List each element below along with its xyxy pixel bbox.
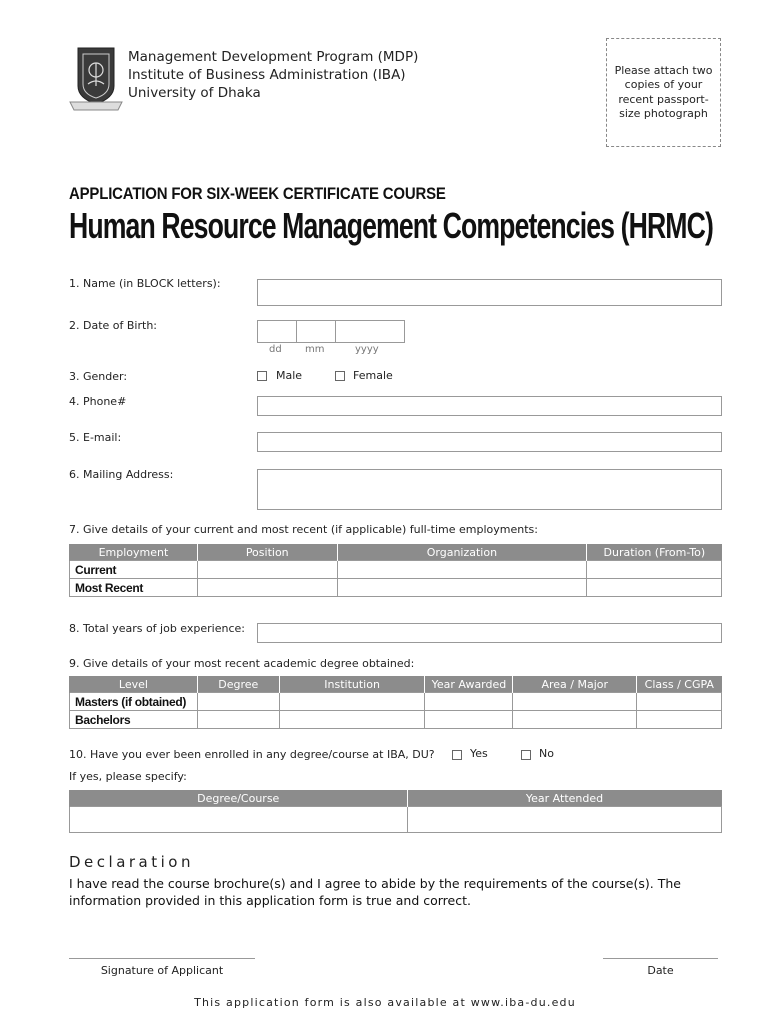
employment-current-organization[interactable]	[337, 561, 587, 579]
org-line-university: University of Dhaka	[128, 85, 261, 101]
academic-label: 9. Give details of your most recent academic degree obtained:	[69, 657, 415, 670]
employment-header-organization: Organization	[337, 544, 587, 561]
employment-row-current: Current	[70, 561, 198, 579]
org-line-program: Management Development Program (MDP)	[128, 49, 419, 65]
email-label: 5. E-mail:	[69, 431, 122, 444]
form-subtitle: APPLICATION FOR SIX-WEEK CERTIFICATE COURSE	[69, 184, 446, 203]
photo-note: Please attach two copies of your recent passport-size photograph	[614, 63, 713, 120]
gender-female-label: Female	[353, 369, 393, 382]
date-line[interactable]	[603, 958, 718, 959]
academic-header-year: Year Awarded	[425, 676, 513, 693]
masters-year-cell[interactable]	[425, 693, 513, 711]
academic-header-degree: Degree	[197, 676, 279, 693]
employment-header-employment: Employment	[70, 544, 198, 561]
name-input[interactable]	[257, 279, 722, 306]
gender-male-label: Male	[276, 369, 303, 382]
iba-no-checkbox[interactable]	[521, 750, 531, 760]
iba-no-label: No	[539, 747, 554, 760]
phone-input[interactable]	[257, 396, 722, 416]
dob-label: 2. Date of Birth:	[69, 319, 157, 332]
iba-course-table	[69, 790, 722, 833]
address-input[interactable]	[257, 469, 722, 510]
table-row	[70, 807, 722, 833]
bachelors-major-cell[interactable]	[513, 711, 637, 729]
org-line-institute: Institute of Business Administration (IBA)	[128, 67, 406, 83]
bachelors-cgpa-cell[interactable]	[637, 711, 722, 729]
phone-label: 4. Phone#	[69, 395, 127, 408]
gender-female-checkbox[interactable]	[335, 371, 345, 381]
experience-input[interactable]	[257, 623, 722, 643]
academic-header-institution: Institution	[279, 676, 425, 693]
academic-row-bachelors: Bachelors	[70, 711, 198, 729]
table-row	[70, 711, 722, 729]
academic-header-cgpa: Class / CGPA	[637, 676, 722, 693]
university-seal-logo	[68, 46, 124, 114]
signature-label: Signature of Applicant	[100, 964, 224, 977]
academic-table	[69, 676, 722, 729]
iba-course-cell[interactable]	[70, 807, 408, 833]
dob-day-hint: dd	[269, 344, 282, 355]
table-row	[70, 579, 722, 597]
footer-note: This application form is also available at www.iba-du.edu	[194, 996, 576, 1009]
declaration-heading: Declaration	[69, 853, 194, 871]
table-row	[70, 693, 722, 711]
dob-month-input[interactable]	[296, 320, 336, 343]
academic-header-level: Level	[70, 676, 198, 693]
bachelors-year-cell[interactable]	[425, 711, 513, 729]
dob-month-hint: mm	[305, 344, 325, 355]
employment-recent-organization[interactable]	[337, 579, 587, 597]
address-label: 6. Mailing Address:	[69, 468, 174, 481]
dob-day-input[interactable]	[257, 320, 297, 343]
experience-label: 8. Total years of job experience:	[69, 622, 245, 635]
photo-placeholder	[606, 38, 721, 147]
name-label: 1. Name (in BLOCK letters):	[69, 277, 221, 290]
organization-name	[128, 48, 418, 102]
gender-label: 3. Gender:	[69, 370, 128, 383]
masters-institution-cell[interactable]	[279, 693, 425, 711]
email-input[interactable]	[257, 432, 722, 452]
masters-cgpa-cell[interactable]	[637, 693, 722, 711]
form-title: Human Resource Management Competencies (HRMC)	[69, 205, 713, 246]
bachelors-institution-cell[interactable]	[279, 711, 425, 729]
academic-header-major: Area / Major	[513, 676, 637, 693]
dob-year-input[interactable]	[335, 320, 405, 343]
iba-header-year: Year Attended	[407, 790, 722, 807]
bachelors-degree-cell[interactable]	[197, 711, 279, 729]
employment-current-duration[interactable]	[587, 561, 722, 579]
masters-major-cell[interactable]	[513, 693, 637, 711]
iba-year-cell[interactable]	[407, 807, 722, 833]
iba-header-course: Degree/Course	[70, 790, 408, 807]
iba-enrollment-label: 10. Have you ever been enrolled in any degree/course at IBA, DU?	[69, 748, 435, 761]
iba-yes-checkbox[interactable]	[452, 750, 462, 760]
employment-header-position: Position	[197, 544, 337, 561]
date-label: Date	[647, 964, 674, 977]
iba-yes-label: Yes	[470, 747, 488, 760]
employment-header-duration: Duration (From-To)	[587, 544, 722, 561]
gender-male-checkbox[interactable]	[257, 371, 267, 381]
dob-year-hint: yyyy	[355, 344, 379, 355]
employment-current-position[interactable]	[197, 561, 337, 579]
employment-recent-position[interactable]	[197, 579, 337, 597]
academic-row-masters: Masters (if obtained)	[70, 693, 198, 711]
employment-recent-duration[interactable]	[587, 579, 722, 597]
table-row	[70, 561, 722, 579]
employment-row-most-recent: Most Recent	[70, 579, 198, 597]
iba-specify-label: If yes, please specify:	[69, 770, 187, 783]
employment-label: 7. Give details of your current and most recent (if applicable) full-time employments:	[69, 523, 538, 536]
declaration-text: I have read the course brochure(s) and I agree to abide by the requirements of the course(s). The information provided in this application form is true and correct.	[69, 876, 681, 908]
masters-degree-cell[interactable]	[197, 693, 279, 711]
signature-line[interactable]	[69, 958, 255, 959]
employment-table	[69, 544, 722, 597]
